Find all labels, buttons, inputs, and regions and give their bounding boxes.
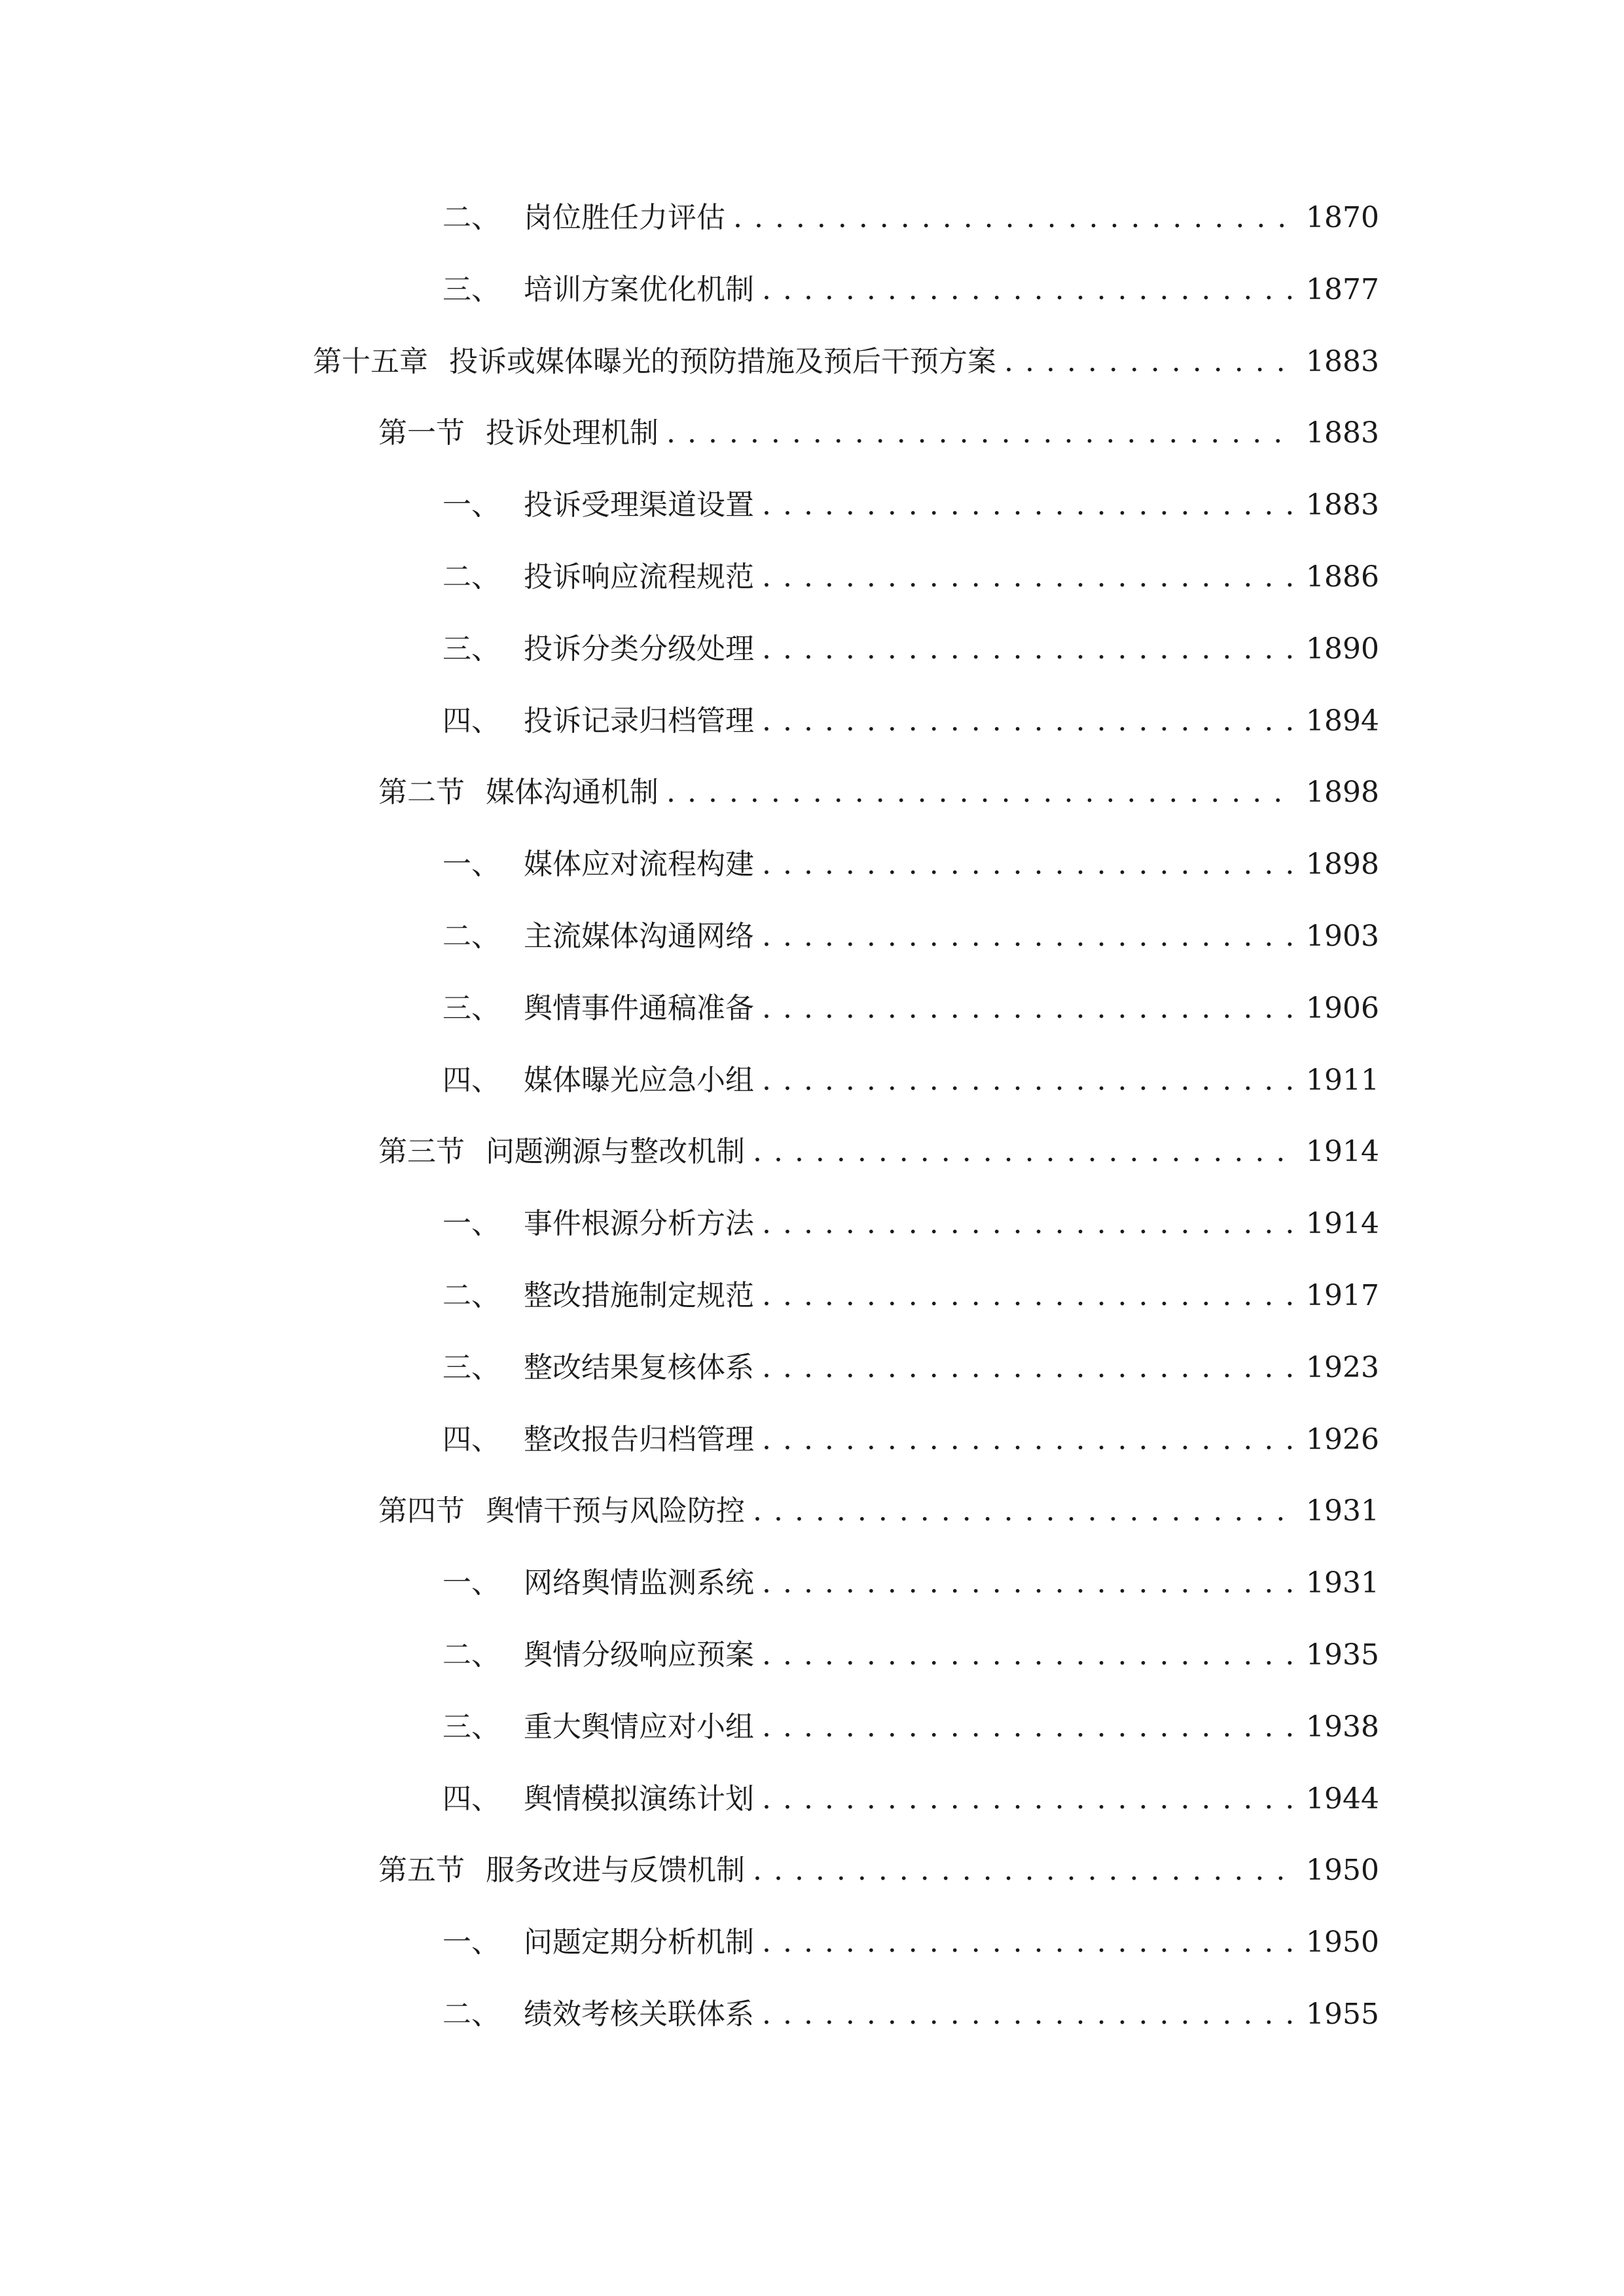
- entry-page-number: 1914: [1306, 1207, 1379, 1240]
- toc-entry[interactable]: [442, 1629, 1379, 1681]
- dot-leader: [762, 695, 1294, 747]
- entry-title: 整改措施制定规范: [524, 1279, 754, 1312]
- toc-entry[interactable]: [442, 1054, 1379, 1107]
- dot-leader: [762, 1701, 1294, 1753]
- dot-leader: [762, 1342, 1294, 1394]
- entry-page-number: 1883: [1306, 416, 1379, 450]
- toc-entry[interactable]: [442, 623, 1379, 675]
- entry-page-number: 1950: [1306, 1926, 1379, 1959]
- entry-number: 四、: [442, 1782, 500, 1816]
- entry-number: 第十五章: [313, 345, 428, 378]
- toc-entry[interactable]: [442, 1916, 1379, 1969]
- toc-entry[interactable]: [442, 910, 1379, 963]
- entry-number: 二、: [442, 201, 500, 234]
- entry-title: 事件根源分析方法: [524, 1207, 754, 1240]
- entry-title: 投诉处理机制: [486, 416, 659, 450]
- dot-leader: [762, 1414, 1294, 1466]
- entry-page-number: 1906: [1306, 992, 1379, 1025]
- toc-entry[interactable]: [442, 1414, 1379, 1466]
- entry-title: 问题定期分析机制: [524, 1926, 754, 1959]
- entry-number: 四、: [442, 1064, 500, 1097]
- entry-page-number: 1917: [1306, 1279, 1379, 1312]
- dot-leader: [762, 1557, 1294, 1609]
- toc-entry[interactable]: [442, 551, 1379, 603]
- toc-entry[interactable]: [378, 766, 1379, 819]
- entry-title: 舆情分级响应预案: [524, 1638, 754, 1672]
- entry-page-number: 1923: [1306, 1351, 1379, 1384]
- entry-title: 主流媒体沟通网络: [524, 920, 754, 953]
- entry-title: 问题溯源与整改机制: [486, 1135, 745, 1168]
- toc-entry[interactable]: [442, 838, 1379, 891]
- dot-leader: [762, 1916, 1294, 1969]
- entry-number: 二、: [442, 1998, 500, 2031]
- entry-title: 投诉响应流程规范: [524, 560, 754, 594]
- entry-title: 舆情事件通稿准备: [524, 992, 754, 1025]
- entry-title: 服务改进与反馈机制: [486, 1854, 745, 1887]
- entry-title: 岗位胜任力评估: [524, 201, 725, 234]
- entry-number: 二、: [442, 920, 500, 953]
- toc-entry[interactable]: [442, 479, 1379, 531]
- dot-leader: [1004, 336, 1294, 388]
- toc-entry[interactable]: [313, 336, 1379, 388]
- dot-leader: [753, 1485, 1294, 1537]
- entry-title: 整改结果复核体系: [524, 1351, 754, 1384]
- entry-number: 二、: [442, 1638, 500, 1672]
- entry-number: 一、: [442, 1207, 500, 1240]
- entry-title: 媒体沟通机制: [486, 776, 659, 809]
- entry-page-number: 1894: [1306, 704, 1379, 738]
- dot-leader: [762, 264, 1294, 316]
- toc-entry[interactable]: [378, 1485, 1379, 1537]
- entry-title: 媒体曝光应急小组: [524, 1064, 754, 1097]
- entry-number: 第一节: [378, 416, 465, 450]
- dot-leader: [666, 766, 1294, 819]
- entry-title: 舆情模拟演练计划: [524, 1782, 754, 1816]
- entry-number: 三、: [442, 1351, 500, 1384]
- entry-title: 绩效考核关联体系: [524, 1998, 754, 2031]
- entry-title: 培训方案优化机制: [524, 273, 754, 306]
- entry-number: 第五节: [378, 1854, 465, 1887]
- entry-title: 投诉受理渠道设置: [524, 488, 754, 522]
- entry-page-number: 1886: [1306, 560, 1379, 594]
- dot-leader: [762, 551, 1294, 603]
- toc-entry[interactable]: [442, 1773, 1379, 1825]
- toc-entry[interactable]: [442, 1342, 1379, 1394]
- toc-entry[interactable]: [378, 1844, 1379, 1897]
- toc-entry[interactable]: [442, 1557, 1379, 1609]
- entry-page-number: 1898: [1306, 848, 1379, 881]
- entry-number: 三、: [442, 1710, 500, 1744]
- entry-number: 一、: [442, 488, 500, 522]
- entry-page-number: 1883: [1306, 345, 1379, 378]
- dot-leader: [762, 838, 1294, 891]
- dot-leader: [733, 192, 1294, 244]
- entry-number: 第四节: [378, 1494, 465, 1528]
- entry-page-number: 1870: [1306, 201, 1379, 234]
- entry-number: 第三节: [378, 1135, 465, 1168]
- dot-leader: [762, 623, 1294, 675]
- entry-number: 二、: [442, 560, 500, 594]
- dot-leader: [753, 1126, 1294, 1178]
- toc-entry[interactable]: [442, 192, 1379, 244]
- toc-entry[interactable]: [442, 695, 1379, 747]
- entry-page-number: 1898: [1306, 776, 1379, 809]
- dot-leader: [762, 1988, 1294, 2041]
- entry-number: 三、: [442, 992, 500, 1025]
- entry-page-number: 1944: [1306, 1782, 1379, 1816]
- toc-entry[interactable]: [378, 1126, 1379, 1178]
- toc-entry[interactable]: [442, 1988, 1379, 2041]
- entry-number: 一、: [442, 1926, 500, 1959]
- entry-page-number: 1883: [1306, 488, 1379, 522]
- entry-title: 网络舆情监测系统: [524, 1566, 754, 1600]
- entry-page-number: 1938: [1306, 1710, 1379, 1744]
- entry-page-number: 1877: [1306, 273, 1379, 306]
- dot-leader: [762, 479, 1294, 531]
- entry-title: 投诉记录归档管理: [524, 704, 754, 738]
- toc-entry[interactable]: [378, 407, 1379, 459]
- entry-number: 一、: [442, 1566, 500, 1600]
- entry-page-number: 1950: [1306, 1854, 1379, 1887]
- dot-leader: [666, 407, 1294, 459]
- entry-number: 第二节: [378, 776, 465, 809]
- dot-leader: [762, 982, 1294, 1035]
- entry-page-number: 1914: [1306, 1135, 1379, 1168]
- toc-entry[interactable]: [442, 1198, 1379, 1250]
- entry-page-number: 1931: [1306, 1494, 1379, 1528]
- dot-leader: [762, 910, 1294, 963]
- entry-number: 四、: [442, 1423, 500, 1456]
- dot-leader: [753, 1844, 1294, 1897]
- entry-page-number: 1931: [1306, 1566, 1379, 1600]
- entry-page-number: 1935: [1306, 1638, 1379, 1672]
- dot-leader: [762, 1629, 1294, 1681]
- toc-entry[interactable]: [442, 982, 1379, 1035]
- dot-leader: [762, 1270, 1294, 1322]
- entry-title: 舆情干预与风险防控: [486, 1494, 745, 1528]
- entry-title: 整改报告归档管理: [524, 1423, 754, 1456]
- entry-page-number: 1903: [1306, 920, 1379, 953]
- entry-page-number: 1926: [1306, 1423, 1379, 1456]
- entry-number: 二、: [442, 1279, 500, 1312]
- entry-page-number: 1890: [1306, 632, 1379, 666]
- entry-title: 重大舆情应对小组: [524, 1710, 754, 1744]
- dot-leader: [762, 1198, 1294, 1250]
- entry-title: 媒体应对流程构建: [524, 848, 754, 881]
- entry-number: 一、: [442, 848, 500, 881]
- entry-page-number: 1911: [1306, 1064, 1379, 1097]
- entry-title: 投诉或媒体曝光的预防措施及预后干预方案: [449, 345, 996, 378]
- entry-number: 三、: [442, 273, 500, 306]
- dot-leader: [762, 1054, 1294, 1107]
- entry-page-number: 1955: [1306, 1998, 1379, 2031]
- entry-number: 四、: [442, 704, 500, 738]
- toc-entry[interactable]: [442, 264, 1379, 316]
- toc-entry[interactable]: [442, 1701, 1379, 1753]
- entry-title: 投诉分类分级处理: [524, 632, 754, 666]
- dot-leader: [762, 1773, 1294, 1825]
- toc-entry[interactable]: [442, 1270, 1379, 1322]
- entry-number: 三、: [442, 632, 500, 666]
